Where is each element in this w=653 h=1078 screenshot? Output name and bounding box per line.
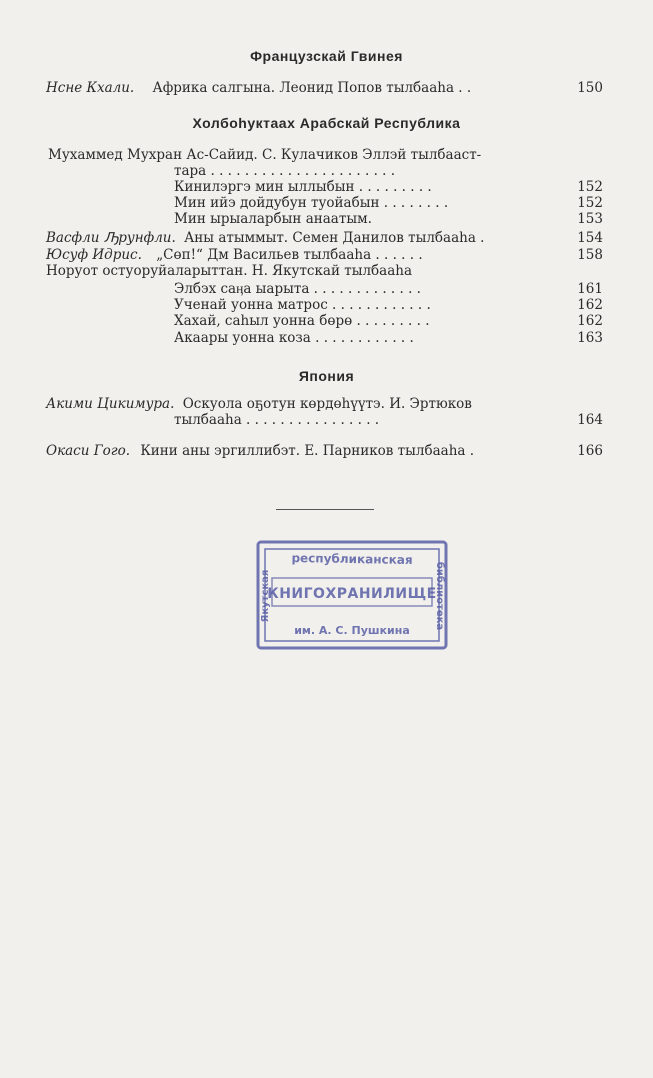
section-title-uar: Холбоһуктаах Арабскай Республика xyxy=(192,115,461,131)
entry-author: Окаси Гого. xyxy=(46,443,131,459)
toc-entry-line: Элбэх саӊа ыарыта . . . . . . . . . . . . . xyxy=(174,281,421,297)
toc-entry-line: Мухаммед Мухран Ас-Сайид. С. Кулачиков Эллэй тылбааст- xyxy=(48,147,482,163)
entry-text: Африка салгына. Леонид Попов тылбааһа . . xyxy=(152,80,472,96)
entry-author: Юсуф Идрис. xyxy=(46,247,142,263)
svg-text:КНИГОХРАНИЛИЩЕ: КНИГОХРАНИЛИЩЕ xyxy=(267,586,437,602)
entry-text: „Сөп!“ Дм Васильев тылбааһа . . . . . . xyxy=(156,247,423,263)
toc-entry-line: Мин ийэ дойдубун туойабын . . . . . . . . xyxy=(174,195,449,211)
toc-entry xyxy=(46,443,474,459)
section-title-japan: Япония xyxy=(298,368,355,384)
page-number: 152 xyxy=(577,179,603,195)
toc-entry-line: тылбааһа . . . . . . . . . . . . . . . . xyxy=(174,412,380,428)
svg-text:им. А. С. Пушкина: им. А. С. Пушкина xyxy=(294,624,410,637)
page-number: 158 xyxy=(577,247,603,263)
toc-entry xyxy=(46,396,472,412)
page-number: 153 xyxy=(577,211,603,227)
toc-entry-line: Акаары уонна коза . . . . . . . . . . . . xyxy=(174,330,414,346)
toc-entry xyxy=(46,80,471,96)
svg-text:библиотека: библиотека xyxy=(434,561,445,631)
entry-text: Кини аны эргиллибэт. Е. Парников тылбааһа . xyxy=(140,443,475,459)
entry-author: Васфли Ԡрунфли. xyxy=(46,230,176,246)
toc-entry-line: Кинилэргэ мин ыллыбын . . . . . . . . . xyxy=(174,179,432,195)
toc-entry-line: Ученай уонна матрос . . . . . . . . . . . . xyxy=(174,297,431,313)
entry-author: Нсне Кхали. xyxy=(46,80,135,96)
svg-text:республиканская: республиканская xyxy=(291,550,413,568)
page-number: 150 xyxy=(577,80,603,96)
page-number: 161 xyxy=(577,281,603,297)
page-number: 163 xyxy=(577,330,603,346)
toc-entry xyxy=(46,230,484,246)
toc-entry-line: тара . . . . . . . . . . . . . . . . . . . . . . xyxy=(174,163,396,179)
page-number: 162 xyxy=(577,297,603,313)
entry-text: Аны атыммыт. Семен Данилов тылбааһа . xyxy=(184,230,485,246)
page-number: 152 xyxy=(577,195,603,211)
page-number: 166 xyxy=(577,443,603,459)
toc-entry-line: Норуот остуоруйаларыттан. Н. Якутскай тылбааһа xyxy=(46,263,413,279)
library-stamp-image xyxy=(252,536,452,654)
page-number: 154 xyxy=(577,230,603,246)
toc-entry xyxy=(46,247,423,263)
page-number: 162 xyxy=(577,313,603,329)
page-number: 164 xyxy=(577,412,603,428)
toc-entry-line: Мин ырыаларбын анаатым. xyxy=(174,211,372,227)
entry-author: Акими Цикимура. xyxy=(46,396,175,412)
svg-text:Якутская: Якутская xyxy=(260,569,271,623)
section-title-guinea: Французскай Гвинея xyxy=(250,48,403,64)
entry-text: Оскуола оҕотун көрдөһүүтэ. И. Эртюков xyxy=(182,396,472,412)
toc-entry-line: Хахай, саһыл уонна бөрө . . . . . . . . . xyxy=(174,313,430,329)
divider-line xyxy=(276,509,374,510)
